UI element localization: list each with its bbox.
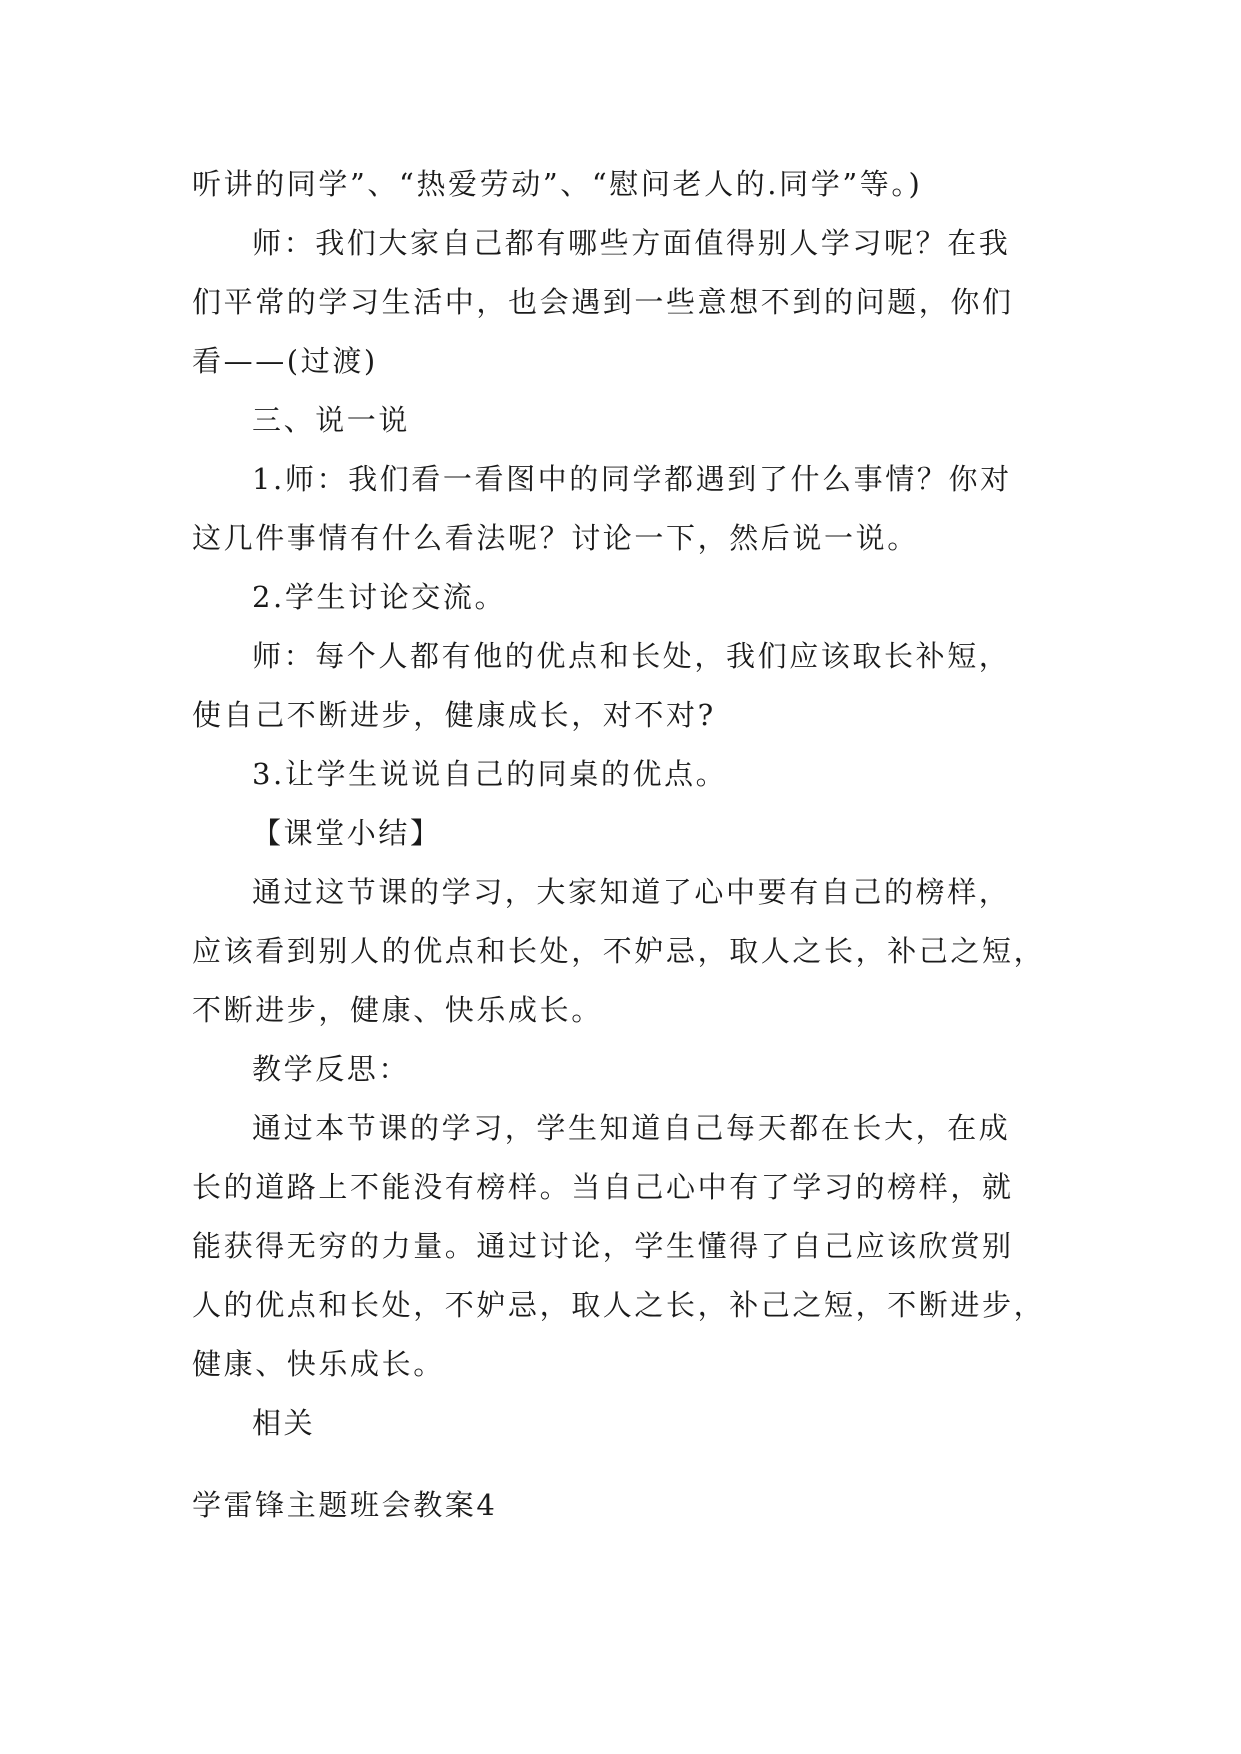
text-line-6: 1.师：我们看一看图中的同学都遇到了什么事情？你对 bbox=[252, 462, 1012, 496]
text-line-14: 应该看到别人的优点和长处，不妒忌，取人之长，补己之短， bbox=[192, 934, 1046, 968]
text-line-15: 不断进步，健康、快乐成长。 bbox=[192, 993, 603, 1027]
text-line-13: 通过这节课的学习，大家知道了心中要有自己的榜样， bbox=[252, 875, 1011, 909]
text-line-4: 看——(过渡) bbox=[192, 344, 378, 378]
text-line-8: 2.学生讨论交流。 bbox=[252, 580, 507, 614]
document-body bbox=[192, 155, 1072, 1453]
text-line-17: 通过本节课的学习，学生知道自己每天都在长大，在成 bbox=[252, 1111, 1011, 1145]
text-line-18: 长的道路上不能没有榜样。当自己心中有了学习的榜样，就 bbox=[192, 1170, 1014, 1204]
next-document-title: 学雷锋主题班会教案4 bbox=[192, 1488, 498, 1522]
text-line-2: 师：我们大家自己都有哪些方面值得别人学习呢？在我 bbox=[252, 226, 1011, 260]
text-line-7: 这几件事情有什么看法呢？讨论一下，然后说一说。 bbox=[192, 521, 919, 555]
text-line-11: 3.让学生说说自己的同桌的优点。 bbox=[252, 757, 728, 791]
text-line-20: 人的优点和长处，不妒忌，取人之长，补己之短，不断进步， bbox=[192, 1288, 1046, 1322]
section-heading-class-summary: 【课堂小结】 bbox=[252, 816, 442, 850]
section-heading-shuo-yi-shuo: 三、说一说 bbox=[252, 403, 411, 437]
text-line-21: 健康、快乐成长。 bbox=[192, 1347, 445, 1381]
text-line-19: 能获得无穷的力量。通过讨论，学生懂得了自己应该欣赏别 bbox=[192, 1229, 1014, 1263]
text-line-3: 们平常的学习生活中，也会遇到一些意想不到的问题，你们 bbox=[192, 285, 1014, 319]
section-heading-teaching-reflection: 教学反思： bbox=[252, 1052, 411, 1086]
text-line-related: 相关 bbox=[252, 1406, 316, 1440]
text-line-9: 师：每个人都有他的优点和长处，我们应该取长补短， bbox=[252, 639, 1011, 673]
text-line-1: 听讲的同学”、“热爱劳动”、“慰问老人的.同学”等。) bbox=[192, 167, 923, 201]
text-line-10: 使自己不断进步，健康成长，对不对? bbox=[192, 698, 716, 732]
